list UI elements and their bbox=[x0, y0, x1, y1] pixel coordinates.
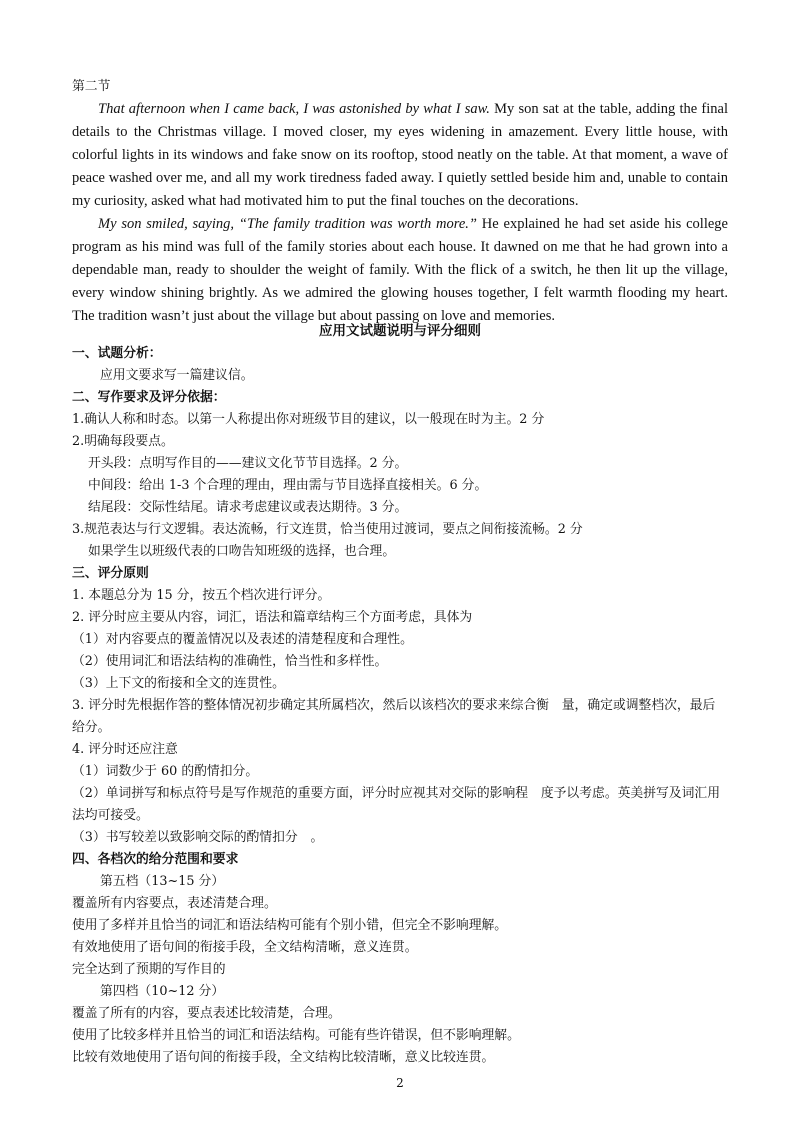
grade-5-title: 第五档（13~15 分） bbox=[100, 874, 225, 889]
requirement-2: 2.明确每段要点。 bbox=[72, 434, 174, 449]
grade-5-line-4: 完全达到了预期的写作目的 bbox=[72, 962, 226, 977]
document-title: 应用文试题说明与评分细则 bbox=[319, 323, 481, 339]
requirement-2-ending: 结尾段：交际性结尾。请求考虑建议或表达期待。3 分。 bbox=[88, 500, 408, 515]
principle-4-item-2: （2）单词拼写和标点符号是写作规范的重要方面，评分时应视其对交际的影响程 度予以考虑。英美拼写及词汇用法均可接受。 bbox=[72, 786, 720, 823]
paragraph-1-body: My son sat at the table, adding the final details to the Christmas village. I moved closer, my eyes widening in amazement. Every little house, with colorful lights in its windows and fake snow on its rooftop, stood neatly on the table. At that moment, a wave of peace washed over me, and all my work tiredness faded away. I quietly settled beside him and, unable to contain my curiosity, asked what had motivated him to put the final touches on the decorations. bbox=[72, 101, 728, 209]
principle-2-item-3: （3）上下文的衔接和全文的连贯性。 bbox=[72, 676, 285, 691]
principle-2-item-1: （1）对内容要点的覆盖情况以及表述的清楚程度和合理性。 bbox=[72, 632, 413, 647]
english-paragraph-2 bbox=[72, 213, 728, 328]
paragraph-2-lead: My son smiled, saying, “The family tradition was worth more.” bbox=[98, 216, 477, 232]
grade-5-line-3: 有效地使用了语句间的衔接手段，全文结构清晰，意义连贯。 bbox=[72, 940, 418, 955]
grade-5-line-1: 覆盖所有内容要点，表述清楚合理。 bbox=[72, 896, 277, 911]
principle-1: 1. 本题总分为 15 分，按五个档次进行评分。 bbox=[72, 588, 331, 603]
grade-4-line-3: 比较有效地使用了语句间的衔接手段，全文结构比较清晰，意义比较连贯。 bbox=[72, 1050, 495, 1065]
principle-4: 4. 评分时还应注意 bbox=[72, 742, 178, 757]
requirement-3-note: 如果学生以班级代表的口吻告知班级的选择，也合理。 bbox=[88, 544, 396, 559]
heading-analysis: 一、试题分析： bbox=[72, 346, 162, 361]
principle-2-item-2: （2）使用词汇和语法结构的准确性，恰当性和多样性。 bbox=[72, 654, 388, 669]
requirement-2-middle: 中间段：给出 1-3 个合理的理由，理由需与节目选择直接相关。6 分。 bbox=[88, 478, 488, 493]
requirement-2-opening: 开头段：点明写作目的——建议文化节节目选择。2 分。 bbox=[88, 456, 408, 471]
principle-4-item-3: （3）书写较差以致影响交际的酌情扣分 。 bbox=[72, 830, 324, 845]
section-label: 第二节 bbox=[72, 79, 111, 94]
principle-4-item-1: （1）词数少于 60 的酌情扣分。 bbox=[72, 764, 259, 779]
grade-4-title: 第四档（10~12 分） bbox=[100, 984, 225, 999]
page-number: 2 bbox=[396, 1076, 404, 1090]
heading-principles: 三、评分原则 bbox=[72, 566, 149, 581]
english-paragraph-1 bbox=[72, 98, 728, 213]
requirement-3: 3.规范表达与行文逻辑。表达流畅，行文连贯，恰当使用过渡词，要点之间衔接流畅。2 分 bbox=[72, 522, 583, 537]
heading-requirements: 二、写作要求及评分依据： bbox=[72, 390, 226, 405]
grade-4-line-2: 使用了比较多样并且恰当的词汇和语法结构。可能有些许错误，但不影响理解。 bbox=[72, 1028, 520, 1043]
principle-3: 3. 评分时先根据作答的整体情况初步确定其所属档次，然后以该档次的要求来综合衡 量，确定或调整档次，最后给分。 bbox=[72, 698, 716, 735]
requirement-1: 1.确认人称和时态。以第一人称提出你对班级节目的建议，以一般现在时为主。2 分 bbox=[72, 412, 545, 427]
heading-grades: 四、各档次的给分范围和要求 bbox=[72, 852, 239, 867]
analysis-text: 应用文要求写一篇建议信。 bbox=[100, 368, 254, 383]
grade-5-line-2: 使用了多样并且恰当的词汇和语法结构可能有个别小错，但完全不影响理解。 bbox=[72, 918, 508, 933]
paragraph-2-body: He explained he had set aside his college program as his mind was full of the family stories about each house. It dawned on me that he had grown into a dependable man, ready to shoulder the weight of family. With the flick of a switch, he then lit up the village, every window shining brightly. As we admired the glowing houses together, I felt warmth flooding my heart. The tradition wasn’t just about the village but about passing on love and memories. bbox=[72, 216, 728, 324]
grade-4-line-1: 覆盖了所有的内容，要点表述比较清楚，合理。 bbox=[72, 1006, 341, 1021]
principle-2: 2. 评分时应主要从内容，词汇，语法和篇章结构三个方面考虑，具体为 bbox=[72, 610, 473, 625]
paragraph-1-lead: That afternoon when I came back, I was astonished by what I saw. bbox=[98, 101, 490, 117]
english-passage bbox=[72, 98, 728, 328]
